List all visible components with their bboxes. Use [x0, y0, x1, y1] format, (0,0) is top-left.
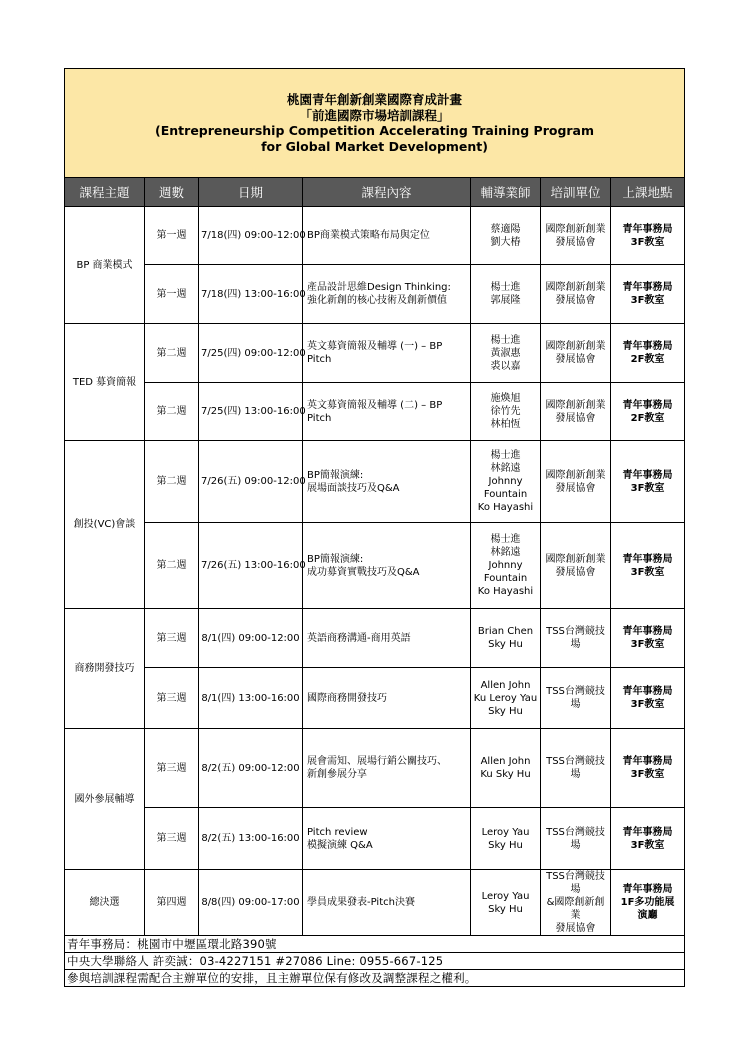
- date-cell: 8/1(四) 13:00-16:00: [199, 668, 303, 729]
- cell-line: &國際創新創業: [546, 897, 605, 921]
- table-row: [65, 808, 685, 870]
- header-row: [65, 178, 685, 207]
- cell-line: 林銘遠: [490, 463, 521, 474]
- location-cell: [611, 808, 685, 870]
- cell-line: 楊士進: [490, 450, 521, 461]
- date-cell: 7/18(四) 09:00-12:00: [199, 207, 303, 265]
- cell-line: 青年事務局: [622, 756, 673, 767]
- content-cell: [303, 383, 471, 441]
- week-cell: 第三週: [145, 609, 199, 668]
- unit-cell: [541, 207, 611, 265]
- mentor-cell: [471, 207, 541, 265]
- unit-cell: [541, 324, 611, 383]
- cell-line: Fountain: [483, 489, 528, 500]
- mentor-cell: [471, 668, 541, 729]
- cell-line: 展場面談技巧及Q&A: [307, 482, 400, 494]
- cell-line: 青年事務局: [622, 884, 673, 895]
- cell-line: 2F教室: [630, 412, 665, 424]
- title-line: 桃園青年創新創業國際育成計畫: [287, 92, 463, 107]
- cell-line: 施煥旭: [490, 393, 521, 404]
- date-cell: 8/1(四) 09:00-12:00: [199, 609, 303, 668]
- course-subject: 商務開發技巧: [65, 609, 145, 729]
- cell-line: Johnny: [488, 476, 523, 487]
- content-cell: [303, 668, 471, 729]
- cell-line: 展會需知、展場行銷公關技巧、: [307, 756, 447, 767]
- week-cell: 第四週: [145, 870, 199, 936]
- content-cell: [303, 609, 471, 668]
- footer-row: [65, 953, 685, 970]
- cell-line: Leroy Yau: [481, 826, 530, 838]
- mentor-cell: [471, 729, 541, 808]
- mentor-cell: [471, 324, 541, 383]
- cell-line: Brian Chen: [477, 626, 534, 637]
- date-cell: 8/2(五) 13:00-16:00: [199, 808, 303, 870]
- unit-cell: [541, 870, 611, 936]
- cell-line: Johnny: [488, 560, 523, 571]
- mentor-cell: [471, 523, 541, 609]
- content-cell: [303, 870, 471, 936]
- date-cell: 7/25(四) 13:00-16:00: [199, 383, 303, 441]
- cell-line: TSS台灣競技場: [546, 626, 605, 650]
- week-cell: 第一週: [145, 265, 199, 324]
- cell-line: 3F教室: [630, 769, 665, 780]
- cell-line: 英語商務溝通-商用英語: [307, 632, 411, 644]
- cell-line: 青年事務局: [622, 626, 673, 637]
- cell-line: 發展協會: [555, 923, 596, 934]
- cell-line: 林銘遠: [490, 547, 521, 558]
- week-cell: 第二週: [145, 441, 199, 523]
- unit-cell: [541, 441, 611, 523]
- cell-line: Sky Hu: [488, 839, 523, 851]
- content-cell: [303, 324, 471, 383]
- cell-line: BP簡報演練:: [307, 469, 364, 481]
- course-subject: BP 商業模式: [65, 207, 145, 324]
- header-location: 上課地點: [611, 178, 685, 207]
- cell-line: 發展協會: [555, 566, 596, 578]
- cell-line: Ku Leroy Yau: [473, 692, 538, 704]
- cell-line: 劉大椿: [490, 236, 521, 248]
- date-cell: 8/2(五) 09:00-12:00: [199, 729, 303, 808]
- location-cell: [611, 668, 685, 729]
- date-cell: 7/18(四) 13:00-16:00: [199, 265, 303, 324]
- title-line: (Entrepreneurship Competition Accelerating Training Program: [155, 123, 595, 138]
- table-row: [65, 265, 685, 324]
- cell-line: 青年事務局: [622, 686, 673, 697]
- week-cell: 第二週: [145, 324, 199, 383]
- unit-cell: [541, 808, 611, 870]
- unit-cell: [541, 609, 611, 668]
- content-cell: [303, 523, 471, 609]
- footer-row: [65, 936, 685, 953]
- content-cell: [303, 207, 471, 265]
- unit-cell: [541, 383, 611, 441]
- course-subject: TED 募資簡報: [65, 324, 145, 441]
- unit-cell: [541, 265, 611, 324]
- cell-line: Allen John: [480, 756, 531, 767]
- content-cell: [303, 265, 471, 324]
- mentor-cell: [471, 808, 541, 870]
- cell-line: 郭展隆: [490, 295, 521, 306]
- table-row: [65, 870, 685, 936]
- cell-line: 英文募資簡報及輔導 (二) – BP: [307, 399, 443, 411]
- cell-line: TSS台灣競技場: [546, 756, 605, 780]
- cell-line: 學員成果發表-Pitch決賽: [307, 897, 415, 908]
- mentor-cell: [471, 441, 541, 523]
- cell-line: 楊士進: [490, 534, 521, 545]
- location-cell: [611, 441, 685, 523]
- header-unit: 培訓單位: [541, 178, 611, 207]
- title-row: [65, 69, 685, 178]
- date-cell: 8/8(四) 09:00-17:00: [199, 870, 303, 936]
- cell-line: 青年事務局: [622, 469, 673, 481]
- cell-line: 蔡適陽: [490, 223, 521, 235]
- location-cell: [611, 609, 685, 668]
- cell-line: 發展協會: [555, 354, 596, 365]
- mentor-cell: [471, 609, 541, 668]
- cell-line: Pitch: [307, 354, 332, 365]
- cell-line: Sky Hu: [488, 639, 523, 650]
- cell-line: 國際創新創業: [545, 282, 606, 293]
- table-row: [65, 729, 685, 808]
- cell-line: Ko Hayashi: [477, 586, 534, 597]
- cell-line: Pitch review: [307, 826, 368, 838]
- unit-cell: [541, 668, 611, 729]
- cell-line: TSS台灣競技場: [546, 826, 605, 851]
- mentor-cell: [471, 383, 541, 441]
- course-schedule-document: [64, 68, 684, 987]
- cell-line: 發展協會: [555, 295, 596, 306]
- cell-line: 楊士進: [490, 282, 521, 293]
- cell-line: 青年事務局: [622, 282, 673, 293]
- header-week: 週數: [145, 178, 199, 207]
- table-row: [65, 383, 685, 441]
- cell-line: 3F教室: [630, 699, 665, 710]
- week-cell: 第二週: [145, 383, 199, 441]
- cell-line: 2F教室: [630, 354, 665, 365]
- course-subject: 總決選: [65, 870, 145, 936]
- cell-line: BP簡報演練:: [307, 553, 364, 565]
- cell-line: Leroy Yau: [481, 890, 530, 902]
- cell-line: 青年事務局: [622, 826, 673, 838]
- footer-contact: 中央大學聯絡人 許奕誠：03-4227151 #27086 Line: 0955-667-125: [65, 953, 685, 970]
- cell-line: 國際創新創業: [545, 341, 606, 352]
- cell-line: 3F教室: [630, 839, 665, 851]
- table-row: [65, 668, 685, 729]
- cell-line: Sky Hu: [488, 903, 523, 915]
- location-cell: [611, 324, 685, 383]
- cell-line: Pitch: [307, 412, 332, 424]
- cell-line: 青年事務局: [622, 223, 673, 235]
- cell-line: Sky Hu: [488, 705, 523, 717]
- cell-line: TSS台灣競技場: [546, 871, 605, 895]
- cell-line: 裘以嘉: [490, 360, 521, 372]
- cell-line: 演廳: [637, 910, 658, 921]
- cell-line: 新創參展分享: [307, 769, 367, 780]
- cell-line: 青年事務局: [622, 341, 673, 352]
- unit-cell: [541, 523, 611, 609]
- cell-line: 國際創新創業: [545, 223, 606, 235]
- location-cell: [611, 207, 685, 265]
- header-content: 課程內容: [303, 178, 471, 207]
- cell-line: 青年事務局: [622, 553, 673, 565]
- week-cell: 第二週: [145, 523, 199, 609]
- cell-line: 英文募資簡報及輔導 (一) – BP: [307, 341, 443, 352]
- cell-line: 發展協會: [555, 412, 596, 424]
- location-cell: [611, 383, 685, 441]
- cell-line: 國際創新創業: [545, 399, 606, 411]
- cell-line: Allen John: [480, 679, 531, 691]
- location-cell: [611, 265, 685, 324]
- cell-line: 3F教室: [630, 236, 665, 248]
- week-cell: 第三週: [145, 668, 199, 729]
- cell-line: 青年事務局: [622, 399, 673, 411]
- date-cell: 7/26(五) 13:00-16:00: [199, 523, 303, 609]
- cell-line: Ku Sky Hu: [480, 769, 531, 780]
- footer-address: 青年事務局：桃園市中壢區環北路390號: [65, 936, 685, 953]
- cell-line: 3F教室: [630, 639, 665, 650]
- table-row: [65, 441, 685, 523]
- date-cell: 7/26(五) 09:00-12:00: [199, 441, 303, 523]
- cell-line: 產品設計思維Design Thinking:: [307, 282, 451, 293]
- location-cell: [611, 523, 685, 609]
- location-cell: [611, 729, 685, 808]
- week-cell: 第三週: [145, 729, 199, 808]
- week-cell: 第三週: [145, 808, 199, 870]
- mentor-cell: [471, 870, 541, 936]
- document-title: [65, 69, 685, 178]
- table-row: [65, 609, 685, 668]
- table-row: [65, 324, 685, 383]
- location-cell: [611, 870, 685, 936]
- cell-line: BP商業模式策略布局與定位: [307, 230, 430, 241]
- cell-line: 模擬演練 Q&A: [307, 839, 373, 851]
- cell-line: 3F教室: [630, 566, 665, 578]
- cell-line: TSS台灣競技場: [546, 686, 605, 710]
- cell-line: Ko Hayashi: [477, 502, 534, 513]
- week-cell: 第一週: [145, 207, 199, 265]
- cell-line: 林柏恆: [490, 419, 521, 430]
- unit-cell: [541, 729, 611, 808]
- footer-row: [65, 970, 685, 987]
- course-subject: 國外參展輔導: [65, 729, 145, 870]
- date-cell: 7/25(四) 09:00-12:00: [199, 324, 303, 383]
- mentor-cell: [471, 265, 541, 324]
- table-row: [65, 523, 685, 609]
- cell-line: 黃淑惠: [490, 347, 521, 359]
- cell-line: 發展協會: [555, 482, 596, 494]
- cell-line: 3F教室: [630, 295, 665, 306]
- cell-line: 成功募資實戰技巧及Q&A: [307, 566, 420, 578]
- cell-line: 3F教室: [630, 482, 665, 494]
- footer-note: 參與培訓課程需配合主辦單位的安排，且主辦單位保有修改及調整課程之權利。: [65, 970, 685, 987]
- content-cell: [303, 441, 471, 523]
- title-line: for Global Market Development): [261, 138, 488, 154]
- title-line: 「前進國際市場培訓課程」: [299, 107, 450, 123]
- schedule-table: [64, 68, 685, 987]
- header-date: 日期: [199, 178, 303, 207]
- cell-line: 楊士進: [490, 334, 521, 346]
- cell-line: 國際創新創業: [545, 553, 606, 565]
- content-cell: [303, 808, 471, 870]
- cell-line: 發展協會: [555, 236, 596, 248]
- cell-line: 國際商務開發技巧: [307, 692, 387, 704]
- content-cell: [303, 729, 471, 808]
- course-subject: 創投(VC)會談: [65, 441, 145, 609]
- cell-line: Fountain: [483, 573, 528, 584]
- header-mentor: 輔導業師: [471, 178, 541, 207]
- cell-line: 徐竹先: [490, 406, 521, 417]
- cell-line: 1F多功能展: [620, 897, 675, 908]
- cell-line: 國際創新創業: [545, 469, 606, 481]
- header-subject: 課程主題: [65, 178, 145, 207]
- cell-line: 強化新創的核心技術及創新價值: [307, 295, 447, 306]
- table-row: [65, 207, 685, 265]
